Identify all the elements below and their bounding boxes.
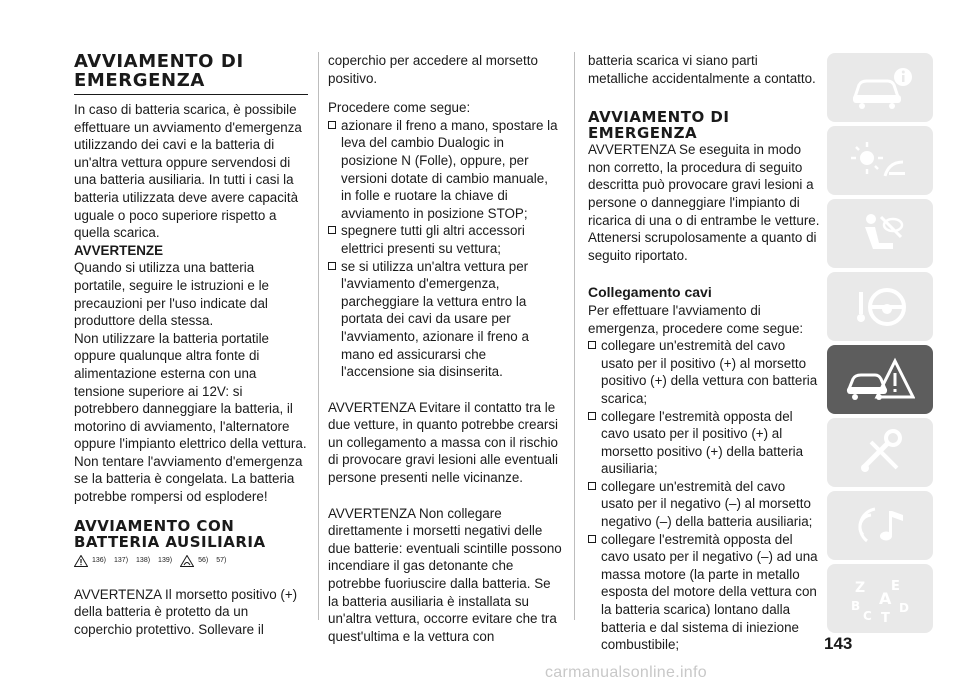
aux-warning-paragraph: AVVERTENZA Il morsetto positivo (+) della batteria è protetto da un coperchio protettivo. Sollevare il <box>74 586 298 637</box>
ref-marker: 137) <box>114 556 129 564</box>
warnings-heading: AVVERTENZE <box>74 242 164 258</box>
warning-triangle-icon <box>74 555 88 567</box>
caution-hand-icon <box>180 555 194 567</box>
svg-text:T: T <box>881 610 890 624</box>
subsection-title-cables: Collegamento cavi <box>588 284 712 301</box>
column-1 <box>74 52 308 638</box>
ref-marker: 138) <box>136 556 151 564</box>
warning-paragraph-3: Non tentare l'avviamento d'emergenza se la batteria è congelata. La batteria potrebbe rompersi od esplodere! <box>74 453 303 505</box>
tab-dashboard-lights[interactable] <box>827 126 933 195</box>
bullet-box-icon <box>588 412 596 420</box>
alphabet-index-icon <box>845 574 915 624</box>
ref-marker: 139) <box>158 556 173 564</box>
svg-text:Z: Z <box>855 579 866 596</box>
chapter-tabs <box>827 53 933 637</box>
column-3 <box>588 52 820 654</box>
steering-wheel-icon <box>845 282 915 332</box>
list-item: collegare l'estremità opposta del cavo usato per il negativo (–) ad una massa motore (la parte in metallo esposta del motore della vettura con la batteria scarica) lontano dalla batteria e dal sistema di iniezione combustibile; <box>588 531 820 654</box>
procedure-intro: Per effettuare l'avviamento di emergenza, procedere come segue: <box>588 302 804 336</box>
wrench-tools-icon <box>845 428 915 478</box>
tab-multimedia[interactable] <box>827 491 933 560</box>
car-info-icon <box>845 63 915 113</box>
section-title-emergency-start: AVVIAMENTO DI EMERGENZA <box>588 108 730 143</box>
bullet-box-icon <box>588 482 596 490</box>
list-item: spegnere tutti gli altri accessori elettrici presenti su vettura; <box>328 222 562 257</box>
procedure-intro: Procedere come segue: <box>328 100 471 116</box>
section-title-auxiliary-battery: AVVIAMENTO CON BATTERIA AUSILIARIA <box>74 516 266 551</box>
intro-paragraph: In caso di batteria scarica, è possibile effettuare un avviamento d'emergenza utilizzando dei cavi e la batteria di un'altra vettura oppure servendosi di una batteria ausiliaria. In tutti i casi la batteria utilizzata deve avere capacità uguale o poco superiore rispetto a quella scarica. <box>74 102 302 241</box>
bullet-box-icon <box>328 121 336 129</box>
ref-marker: 136) <box>92 556 107 564</box>
list-item: se si utilizza un'altra vettura per l'avviamento d'emergenza, parcheggiare la vettura entro la portata dei cavi da usare per l'avviamento, azionare il freno a mano ed assicurarsi che l'accensione sia disinserita. <box>328 258 562 381</box>
tab-maintenance[interactable] <box>827 418 933 487</box>
page-number: 143 <box>824 634 853 653</box>
bullet-box-icon <box>328 226 336 234</box>
bullet-box-icon <box>588 535 596 543</box>
bullet-box-icon <box>328 262 336 270</box>
column-divider <box>574 52 575 620</box>
column-2 <box>328 52 562 645</box>
list-item: azionare il freno a mano, spostare la leva del cambio Dualogic in posizione N (Folle), oppure, per versioni dotate di cambio manuale, in folle e ruotare la chiave di avviamento in posizione STOP; <box>328 117 562 223</box>
svg-text:C: C <box>863 608 872 623</box>
warning-negative-terminals: AVVERTENZA Non collegare direttamente i morsetti negativi delle due batterie: eventuali scintille possono incendiare il gas detonante che potrebbe fuoriuscire dalla batteria. Se la batteria ausiliaria è installata su un'altra vettura, occorre evitare che tra quest'ultima e la vettura con <box>328 505 562 644</box>
music-note-icon <box>845 501 915 551</box>
svg-text:B: B <box>851 598 861 613</box>
tab-steering-wheel[interactable] <box>827 272 933 341</box>
list-item: collegare un'estremità del cavo usato per il negativo (–) al morsetto negativo (–) della batteria ausiliaria; <box>588 478 820 531</box>
continued-paragraph: coperchio per accedere al morsetto positivo. <box>328 53 538 86</box>
reference-markers <box>74 554 308 568</box>
list-item: collegare l'estremità opposta del cavo usato per il positivo (+) al morsetto positivo (+) della batteria ausiliaria; <box>588 408 820 478</box>
tab-car-info[interactable] <box>827 53 933 122</box>
watermark: carmanualsonline.info <box>545 664 707 681</box>
car-warning-icon <box>845 355 915 405</box>
tab-index[interactable] <box>827 564 933 633</box>
warning-paragraph-1: Quando si utilizza una batteria portatile, seguire le istruzioni e le precauzioni per l'uso indicate dal produttore della stessa. <box>74 260 270 329</box>
airbag-seat-icon <box>845 209 915 259</box>
svg-text:A: A <box>879 588 892 608</box>
continued-paragraph: batteria scarica vi siano parti metalliche accidentalmente a contatto. <box>588 53 816 86</box>
column-divider <box>318 52 319 620</box>
warning-paragraph: AVVERTENZA Se eseguita in modo non corretto, la procedura di seguito descritta può provocare gravi lesioni a persone o danneggiare l'impianto di ricarica di una o di entrambe le vetture. Attenersi scrupolosamente a quanto di seguito riportato. <box>588 142 820 263</box>
ref-marker: 56) <box>198 556 209 564</box>
warning-contact: AVVERTENZA Evitare il contatto tra le due vetture, in quanto potrebbe crearsi un collegamento a massa con il rischio di provocare gravi lesioni alle eventuali persone presenti nelle vicinanze. <box>328 399 559 486</box>
svg-text:E: E <box>891 578 900 594</box>
list-item: collegare un'estremità del cavo usato per il positivo (+) al morsetto positivo (+) della vettura con batteria scarica; <box>588 337 820 407</box>
tab-airbag-seat[interactable] <box>827 199 933 268</box>
bullet-box-icon <box>588 341 596 349</box>
tab-emergency[interactable] <box>827 345 933 414</box>
ref-marker: 57) <box>216 556 227 564</box>
warning-paragraph-2: Non utilizzare la batteria portatile oppure qualunque altra fonte di alimentazione esterna con una tensione superiore ai 12V: si potrebbero danneggiare la batteria, il motorino di avviamento, l'alternatore oppure l'impianto elettrico della vettura. <box>74 330 307 452</box>
dashboard-lights-icon <box>845 136 915 186</box>
section-title-emergency-start: AVVIAMENTO DI EMERGENZA <box>74 52 308 95</box>
svg-text:D: D <box>899 600 909 615</box>
